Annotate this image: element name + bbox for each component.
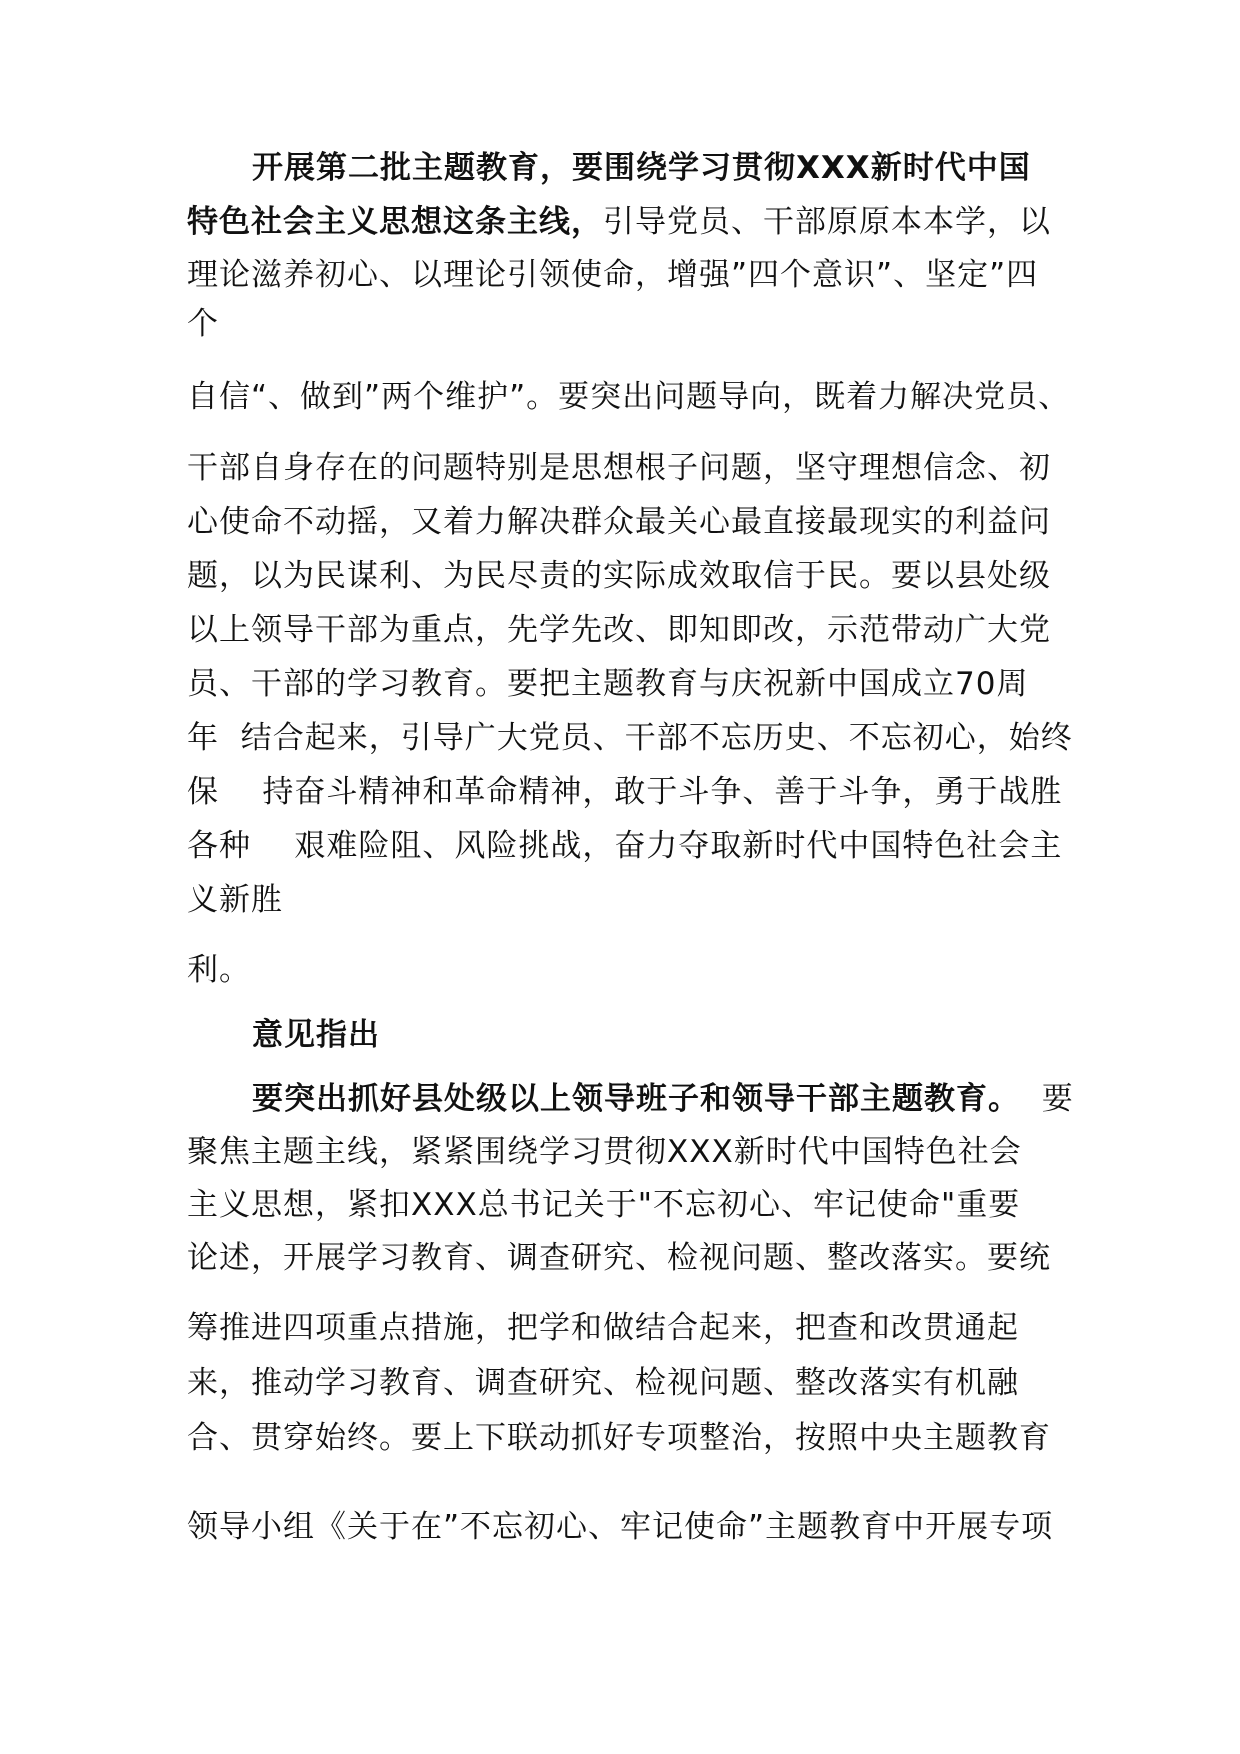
line-20-text: 论述，开展学习教育、调查研究、检视问题、整改落实。要统 — [187, 1240, 1051, 1276]
line-14 — [187, 880, 283, 920]
line-16 — [252, 1015, 380, 1055]
line-17 — [252, 1079, 1074, 1119]
line-8 — [187, 556, 1051, 596]
line-1-bold: 开展第二批主题教育，要围绕学习贯彻XXX新时代中国 — [252, 150, 1031, 186]
line-15-text: 利。 — [187, 952, 251, 988]
line-24 — [187, 1507, 1053, 1547]
line-2 — [187, 202, 1051, 242]
line-2-bold: 特色社会主义思想这条主线， — [187, 204, 603, 240]
line-20 — [187, 1238, 1051, 1278]
line-5 — [187, 377, 1070, 417]
line-10-text: 员、干部的学习教育。要把主题教育与庆祝新中国成立70周 — [187, 666, 1029, 702]
line-8-text: 题，以为民谋利、为民尽责的实际成效取信于民。要以县处级 — [187, 558, 1051, 594]
line-7 — [187, 502, 1051, 542]
line-5-text: 自信“、做到”两个维护”。要突出问题导向，既着力解决党员、 — [187, 379, 1071, 415]
line-13 — [187, 826, 1062, 866]
line-13-text: 各种 艰难险阻、风险挑战，奋力夺取新时代中国特色社会主 — [187, 828, 1063, 864]
line-6 — [187, 448, 1051, 488]
line-1 — [252, 148, 1031, 188]
line-23-text: 合、贯穿始终。要上下联动抓好专项整治，按照中央主题教育 — [187, 1420, 1051, 1456]
line-19-text: 主义思想，紧扣XXX总书记关于"不忘初心、牢记使命"重要 — [187, 1187, 1021, 1223]
line-19 — [187, 1185, 1020, 1225]
line-15 — [187, 950, 251, 990]
line-3-text: 理论滋养初心、以理论引领使命，增强”四个意识”、坚定”四 — [187, 257, 1039, 293]
line-11-text: 年 结合起来，引导广大党员、干部不忘历史、不忘初心，始终 — [187, 720, 1073, 756]
line-24-text: 领导小组《关于在”不忘初心、牢记使命”主题教育中开展专项 — [187, 1509, 1054, 1545]
line-4 — [187, 304, 219, 344]
line-18 — [187, 1132, 1022, 1172]
line-4-text: 个 — [187, 306, 219, 342]
line-12-text: 保 持奋斗精神和革命精神，敢于斗争、善于斗争，勇于战胜 — [187, 774, 1063, 810]
line-17-text: 要 — [1020, 1081, 1074, 1117]
line-14-text: 义新胜 — [187, 882, 283, 918]
line-16-bold: 意见指出 — [252, 1017, 380, 1053]
line-3 — [187, 255, 1038, 295]
line-11 — [187, 718, 1073, 758]
line-9-text: 以上领导干部为重点，先学先改、即知即改，示范带动广大党 — [187, 612, 1051, 648]
line-2-text: 引导党员、干部原原本本学，以 — [603, 204, 1051, 240]
line-22 — [187, 1363, 1019, 1403]
line-9 — [187, 610, 1051, 650]
line-17-bold: 要突出抓好县处级以上领导班子和领导干部主题教育。 — [252, 1081, 1020, 1117]
line-12 — [187, 772, 1062, 812]
line-10 — [187, 664, 1028, 704]
line-7-text: 心使命不动摇，又着力解决群众最关心最直接最现实的利益问 — [187, 504, 1051, 540]
line-21-text: 筹推进四项重点措施，把学和做结合起来，把查和改贯通起 — [187, 1310, 1019, 1346]
line-18-text: 聚焦主题主线，紧紧围绕学习贯彻XXX新时代中国特色社会 — [187, 1134, 1022, 1170]
line-22-text: 来，推动学习教育、调查研究、检视问题、整改落实有机融 — [187, 1365, 1019, 1401]
line-23 — [187, 1418, 1051, 1458]
line-6-text: 干部自身存在的问题特别是思想根子问题，坚守理想信念、初 — [187, 450, 1051, 486]
line-21 — [187, 1308, 1019, 1348]
